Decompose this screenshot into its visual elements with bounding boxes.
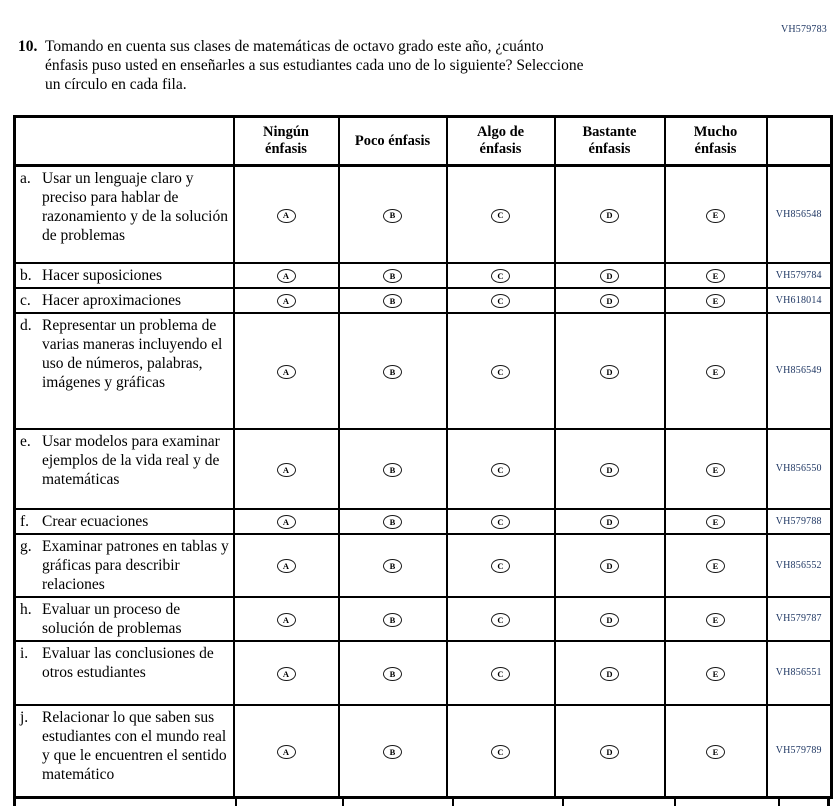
option-bubble-a[interactable]: A	[277, 463, 296, 477]
option-bubble-c[interactable]: C	[491, 559, 510, 573]
option-bubble-b[interactable]: B	[383, 559, 402, 573]
question-text-line: énfasis puso usted en enseñarles a sus estudiantes cada uno de lo siguiente? Seleccione	[45, 57, 584, 74]
option-bubble-e[interactable]: E	[706, 269, 725, 283]
option-bubble-c[interactable]: C	[491, 463, 510, 477]
table-continuation-cell	[780, 799, 830, 806]
row-stem-text: Relacionar lo que saben sus estudiantes con el mundo real y que le encuentren el sentido matemático	[42, 708, 227, 783]
option-bubble-b[interactable]: B	[383, 365, 402, 379]
table-row-b	[15, 263, 832, 288]
option-bubble-a[interactable]: A	[277, 559, 296, 573]
emphasis-matrix-table	[13, 115, 833, 799]
row-letter: h.	[20, 600, 32, 618]
option-bubble-e[interactable]: E	[706, 365, 725, 379]
option-bubble-e[interactable]: E	[706, 463, 725, 477]
row-letter: j.	[20, 708, 29, 726]
table-row-d	[15, 313, 832, 429]
table-row-c	[15, 288, 832, 313]
option-bubble-d[interactable]: D	[600, 209, 619, 223]
question-text-line: Tomando en cuenta sus clases de matemáticas de octavo grado este año, ¿cuánto	[45, 38, 544, 55]
row-letter: d.	[20, 316, 32, 334]
table-row-e	[15, 429, 832, 509]
question-text	[45, 37, 583, 94]
option-bubble-a[interactable]: A	[277, 294, 296, 308]
table-continuation-cell	[454, 799, 564, 806]
option-bubble-c[interactable]: C	[491, 667, 510, 681]
table-continuation-cell	[344, 799, 454, 806]
option-bubble-d[interactable]: D	[600, 463, 619, 477]
row-letter: f.	[20, 512, 30, 530]
row-letter: c.	[20, 291, 31, 309]
column-header-poco-enfasis: Poco énfasis	[339, 117, 447, 166]
row-stem-text: Crear ecuaciones	[42, 512, 149, 530]
row-item-code: VH856548	[767, 166, 832, 263]
column-header-bastante-enfasis: Bastante énfasis	[555, 117, 665, 166]
option-bubble-e[interactable]: E	[706, 667, 725, 681]
row-item-code: VH856549	[767, 313, 832, 429]
option-bubble-b[interactable]: B	[383, 515, 402, 529]
table-row-a	[15, 166, 832, 263]
row-item-code: VH856552	[767, 534, 832, 597]
row-stem-text: Hacer suposiciones	[42, 266, 163, 284]
table-row-h	[15, 597, 832, 641]
row-letter: a.	[20, 170, 31, 187]
question-text-line: un círculo en cada fila.	[45, 76, 187, 93]
table-continuation-cell	[16, 799, 237, 806]
option-bubble-a[interactable]: A	[277, 613, 296, 627]
column-header-stem	[15, 117, 234, 166]
row-item-code: VH618014	[767, 288, 832, 313]
option-bubble-b[interactable]: B	[383, 209, 402, 223]
row-letter: g.	[20, 537, 32, 555]
table-continuation-cell	[676, 799, 780, 806]
option-bubble-c[interactable]: C	[491, 365, 510, 379]
option-bubble-d[interactable]: D	[600, 667, 619, 681]
column-header-ningun-enfasis: Ningún énfasis	[234, 117, 339, 166]
row-item-code: VH856550	[767, 429, 832, 509]
option-bubble-c[interactable]: C	[491, 515, 510, 529]
column-header-algo-de-enfasis: Algo de énfasis	[447, 117, 555, 166]
option-bubble-c[interactable]: C	[491, 209, 510, 223]
option-bubble-b[interactable]: B	[383, 269, 402, 283]
option-bubble-e[interactable]: E	[706, 515, 725, 529]
row-stem-text: Representar un problema de varias maneras incluyendo el uso de números, palabras, imágenes y gráficas	[42, 316, 223, 391]
question-block	[18, 37, 583, 94]
option-bubble-b[interactable]: B	[383, 745, 402, 759]
option-bubble-d[interactable]: D	[600, 365, 619, 379]
column-header-code	[767, 117, 832, 166]
table-continuation-cell	[564, 799, 676, 806]
row-stem-text: Usar un lenguaje claro y preciso para hablar de razonamiento y de la solución de problemas	[42, 170, 228, 244]
row-item-code: VH579784	[767, 263, 832, 288]
option-bubble-b[interactable]: B	[383, 667, 402, 681]
option-bubble-c[interactable]: C	[491, 294, 510, 308]
row-letter: i.	[20, 644, 29, 662]
row-letter: e.	[20, 432, 31, 450]
row-stem-text: Hacer aproximaciones	[42, 291, 182, 309]
question-number: 10.	[18, 38, 38, 55]
option-bubble-d[interactable]: D	[600, 745, 619, 759]
table-continuation-cell	[237, 799, 344, 806]
row-item-code: VH579788	[767, 509, 832, 534]
row-stem-text: Usar modelos para examinar ejemplos de la vida real y de matemáticas	[42, 432, 220, 488]
option-bubble-a[interactable]: A	[277, 269, 296, 283]
option-bubble-b[interactable]: B	[383, 613, 402, 627]
option-bubble-d[interactable]: D	[600, 559, 619, 573]
page-item-code: VH579783	[780, 24, 827, 35]
option-bubble-c[interactable]: C	[491, 269, 510, 283]
header-row	[15, 117, 832, 166]
row-item-code: VH579789	[767, 705, 832, 798]
row-letter: b.	[20, 266, 32, 284]
option-bubble-e[interactable]: E	[706, 294, 725, 308]
option-bubble-b[interactable]: B	[383, 294, 402, 308]
table-row-f	[15, 509, 832, 534]
option-bubble-e[interactable]: E	[706, 209, 725, 223]
option-bubble-c[interactable]: C	[491, 613, 510, 627]
option-bubble-b[interactable]: B	[383, 463, 402, 477]
row-stem-text: Evaluar un proceso de solución de problemas	[42, 600, 182, 637]
emphasis-matrix	[13, 115, 833, 806]
option-bubble-d[interactable]: D	[600, 613, 619, 627]
option-bubble-a[interactable]: A	[277, 745, 296, 759]
table-row-i	[15, 641, 832, 705]
row-item-code: VH856551	[767, 641, 832, 705]
column-header-mucho-enfasis: Mucho énfasis	[665, 117, 767, 166]
option-bubble-a[interactable]: A	[277, 515, 296, 529]
option-bubble-a[interactable]: A	[277, 365, 296, 379]
option-bubble-e[interactable]: E	[706, 613, 725, 627]
option-bubble-d[interactable]: D	[600, 515, 619, 529]
option-bubble-d[interactable]: D	[600, 269, 619, 283]
table-continuation-cut-off	[13, 799, 833, 806]
row-stem-text: Evaluar las conclusiones de otros estudiantes	[42, 644, 214, 681]
table-row-j	[15, 705, 832, 798]
option-bubble-a[interactable]: A	[277, 667, 296, 681]
option-bubble-e[interactable]: E	[706, 559, 725, 573]
table-row-g	[15, 534, 832, 597]
option-bubble-c[interactable]: C	[491, 745, 510, 759]
option-bubble-e[interactable]: E	[706, 745, 725, 759]
option-bubble-d[interactable]: D	[600, 294, 619, 308]
row-item-code: VH579787	[767, 597, 832, 641]
option-bubble-a[interactable]: A	[277, 209, 296, 223]
row-stem-text: Examinar patrones en tablas y gráficas para describir relaciones	[42, 537, 229, 593]
